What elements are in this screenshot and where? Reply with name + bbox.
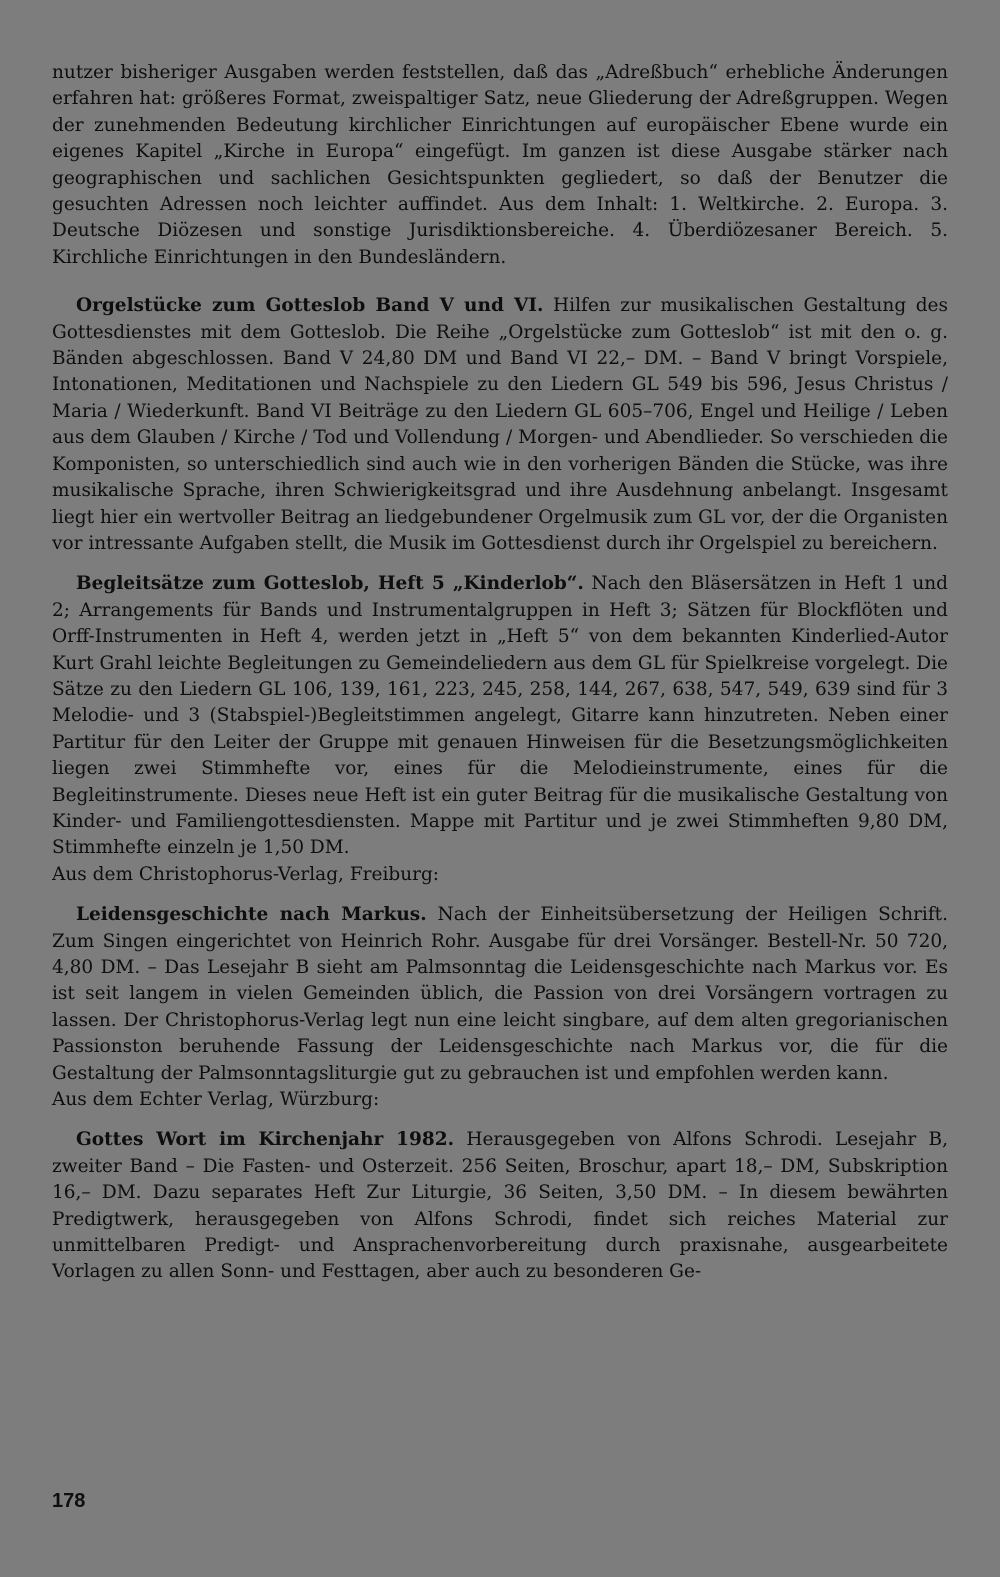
heading-echter-verlag: Aus dem Echter Verlag, Würzburg: <box>52 1089 380 1111</box>
title-leidensgeschichte: Leidensgeschichte nach Markus. <box>76 904 427 926</box>
paragraph-leidensgeschichte <box>52 902 948 1087</box>
page-number: 178 <box>52 1490 86 1512</box>
heading-christophorus-verlag: Aus dem Christophorus-Verlag, Freiburg: <box>52 863 440 885</box>
body-gottes-wort: Herausgegeben von Alfons Schrodi. Lesejahr B, zweiter Band – Die Fasten- und Osterzeit. 256 Seiten, Broschur, apart 18,– DM, Subskription 16,– DM. Dazu separates Heft Zur Liturgie, 36 Seiten, 3,50 DM. – In diesem bewährten Predigtwerk, herausgegeben von Alfons Schrodi, findet sich reiches Material zur unmittelbaren Predigt- und Ansprachenvorbereitung durch praxisnahe, ausgearbeitete Vorlagen zu allen Sonn- und Festtagen, aber auch zu besonderen Ge- <box>52 1129 949 1283</box>
body-orgelstuecke: Hilfen zur musikalischen Gestaltung des Gottesdienstes mit dem Gotteslob. Die Reihe „Orgelstücke zum Gotteslob“ ist mit den o. g. Bänden abgeschlossen. Band V 24,80 DM und Band VI 22,– DM. – Band V bringt Vorspiele, Intonationen, Meditationen und Nachspiele zu den Liedern GL 549 bis 596, Jesus Christus / Maria / Wiederkunft. Band VI Beiträge zu den Liedern GL 605–706, Engel und Heilige / Leben aus dem Glauben / Kirche / Tod und Vollendung / Morgen- und Abendlieder. So verschieden die Komponisten, so unterschiedlich sind auch wie in den vorherigen Bänden die Stücke, was ihre musikalische Sprache, ihren Schwierigkeitsgrad und ihre Ausdehnung anbelangt. Insgesamt liegt hier ein wertvoller Beitrag an liedgebundener Orgelmusik zum GL vor, der die Organisten vor intressante Aufgaben stellt, die Musik im Gottesdienst durch ihr Orgelspiel zu bereichern. <box>52 295 949 554</box>
title-orgelstuecke: Orgelstücke zum Gotteslob Band V und VI. <box>76 295 544 317</box>
title-gottes-wort: Gottes Wort im Kirchenjahr 1982. <box>76 1129 455 1151</box>
body-leidensgeschichte: Nach der Einheitsübersetzung der Heiligen Schrift. Zum Singen eingerichtet von Heinrich Rohr. Ausgabe für drei Vorsänger. Bestell-Nr. 50 720, 4,80 DM. – Das Lesejahr B sieht am Palmsonntag die Leidensgeschichte nach Markus vor. Es ist seit langem in vielen Gemeinden üblich, die Passion von drei Vorsängern vortragen zu lassen. Der Christophorus-Verlag legt nun eine leicht singbare, auf dem alten gregorianischen Passionston beruhende Fassung der Leidensgeschichte nach Markus vor, die für die Gestaltung der Palmsonntagsliturgie gut zu gebrauchen ist und empfohlen werden kann. <box>52 904 948 1084</box>
paragraph-orgelstuecke <box>52 293 948 557</box>
title-kinderlob: Begleitsätze zum Gotteslob, Heft 5 „Kinderlob“. <box>76 573 584 595</box>
document-page <box>52 60 948 1286</box>
paragraph-kinderlob <box>52 571 948 861</box>
paragraph-gottes-wort <box>52 1127 948 1285</box>
body-kinderlob: Nach den Bläsersätzen in Heft 1 und 2; Arrangements für Bands und Instrumentalgruppen in Heft 3; Sätzen für Blockflöten und Orff-Instrumenten in Heft 4, werden jetzt in „Heft 5“ von dem bekannten Kinderlied-Autor Kurt Grahl leichte Begleitungen zu Gemeindeliedern aus dem GL für Spielkreise vorgelegt. Die Sätze zu den Liedern GL 106, 139, 161, 223, 245, 258, 144, 267, 638, 547, 549, 639 sind für 3 Melodie- und 3 (Stabspiel-)Begleitstimmen angelegt, Gitarre kann hinzutreten. Neben einer Partitur für den Leiter der Gruppe mit genauen Hinweisen für die Besetzungsmöglichkeiten liegen zwei Stimmhefte vor, eines für die Melodieinstrumente, eines für die Begleitinstrumente. Dieses neue Heft ist ein guter Beitrag für die musikalische Gestaltung von Kinder- und Familiengottesdiensten. Mappe mit Partitur und je zwei Stimmheften 9,80 DM, Stimmhefte einzeln je 1,50 DM. <box>52 573 948 859</box>
paragraph-adressbuch: nutzer bisheriger Ausgaben werden feststellen, daß das „Adreßbuch“ erhebliche Änderungen erfahren hat: größeres Format, zweispaltiger Satz, neue Gliederung der Adreßgruppen. Wegen der zunehmenden Bedeutung kirchlicher Einrichtungen auf europäischer Ebene wurde ein eigenes Kapitel „Kirche in Europa“ eingefügt. Im ganzen ist diese Ausgabe stärker nach geographischen und sachlichen Gesichtspunkten gegliedert, so daß der Benutzer die gesuchten Adressen noch leichter auffindet. Aus dem Inhalt: 1. Weltkirche. 2. Europa. 3. Deutsche Diözesen und sonstige Jurisdiktionsbereiche. 4. Überdiözesaner Bereich. 5. Kirchliche Einrichtungen in den Bundesländern. <box>52 62 948 268</box>
